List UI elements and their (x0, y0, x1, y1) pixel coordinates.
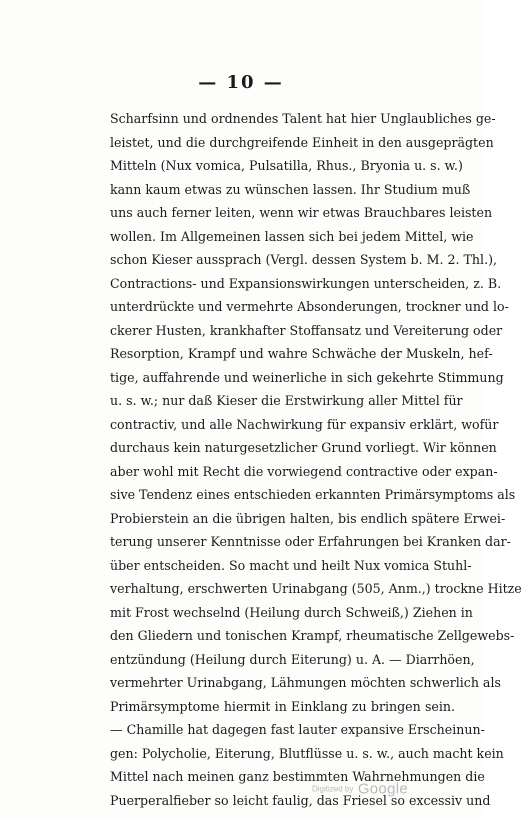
text-line: tige, auffahrende und weinerliche in sich gekehrte Stimmung (110, 369, 504, 385)
text-line: Primärsymptome hiermit in Einklang zu bringen sein. (110, 698, 455, 714)
text-line: Resorption, Krampf und wahre Schwäche der Muskeln, hef- (110, 346, 493, 361)
text-line: schon Kieser aussprach (Vergl. dessen System b. M. 2. Thl.), (110, 252, 497, 267)
text-line: sive Tendenz eines entschieden erkannten Primärsymptoms als (110, 487, 516, 502)
text-line: mit Frost wechselnd (Heilung durch Schweiß,) Ziehen in (110, 604, 473, 620)
text-line: durchaus kein naturgesetzlicher Grund vorliegt. Wir können (110, 440, 497, 455)
text-line: gen: Polycholie, Eiterung, Blutflüsse u. s. w., auch macht kein (110, 745, 504, 761)
text-line: Contractions- und Expansionswirkungen unterscheiden, z. B. (110, 275, 502, 291)
text-line: verhaltung, erschwerten Urinabgang (505, Anm.,) trockne Hitze (110, 581, 522, 596)
text-line: contractiv, und alle Nachwirkung für expansiv erklärt, wofür (110, 416, 499, 432)
watermark-prefix: Digitized by (312, 784, 354, 794)
text-line: unterdrückte und vermehrte Absonderungen, trockner und lo- (110, 299, 509, 314)
google-logo: Google (357, 780, 408, 798)
text-line: Scharfsinn und ordnendes Talent hat hier Unglaubliches ge- (110, 111, 496, 126)
text-line: uns auch ferner leiten, wenn wir etwas Brauchbares leisten (110, 205, 493, 220)
text-line: wollen. Im Allgemeinen lassen sich bei jedem Mittel, wie (110, 228, 474, 244)
text-line: ckerer Husten, krankhafter Stoffansatz und Vereiterung oder (110, 322, 503, 338)
body-text (110, 107, 522, 812)
text-line: u. s. w.; nur daß Kieser die Erstwirkung aller Mittel für (110, 393, 463, 408)
text-line: vermehrter Urinabgang, Lähmungen möchten schwerlich als (110, 675, 501, 690)
digitized-watermark (312, 780, 408, 798)
text-line: kann kaum etwas zu wünschen lassen. Ihr Studium muß (110, 181, 471, 197)
text-line: Mitteln (Nux vomica, Pulsatilla, Rhus., Bryonia u. s. w.) (110, 158, 463, 173)
text-line: — Chamille hat dagegen fast lauter expansive Erscheinun- (110, 722, 485, 737)
text-line: aber wohl mit Recht die vorwiegend contractive oder expan- (110, 463, 498, 479)
text-line: den Gliedern und tonischen Krampf, rheumatische Zellgewebs- (110, 628, 515, 643)
text-line: Puerperalfieber so leicht faulig, das Friesel so excessiv und (110, 792, 491, 808)
text-line: über entscheiden. So macht und heilt Nux vomica Stuhl- (110, 557, 472, 573)
text-line: entzündung (Heilung durch Eiterung) u. A. — Diarrhöen, (110, 651, 475, 667)
text-line: terung unserer Kenntnisse oder Erfahrungen bei Kranken dar- (110, 534, 511, 549)
page-number: — 10 — (198, 72, 284, 93)
text-line: leistet, und die durchgreifende Einheit in den ausgeprägten (110, 134, 494, 150)
text-line: Probierstein an die übrigen halten, bis endlich spätere Erwei- (110, 510, 506, 526)
text-line: Mittel nach meinen ganz bestimmten Wahrnehmungen die (110, 769, 485, 784)
